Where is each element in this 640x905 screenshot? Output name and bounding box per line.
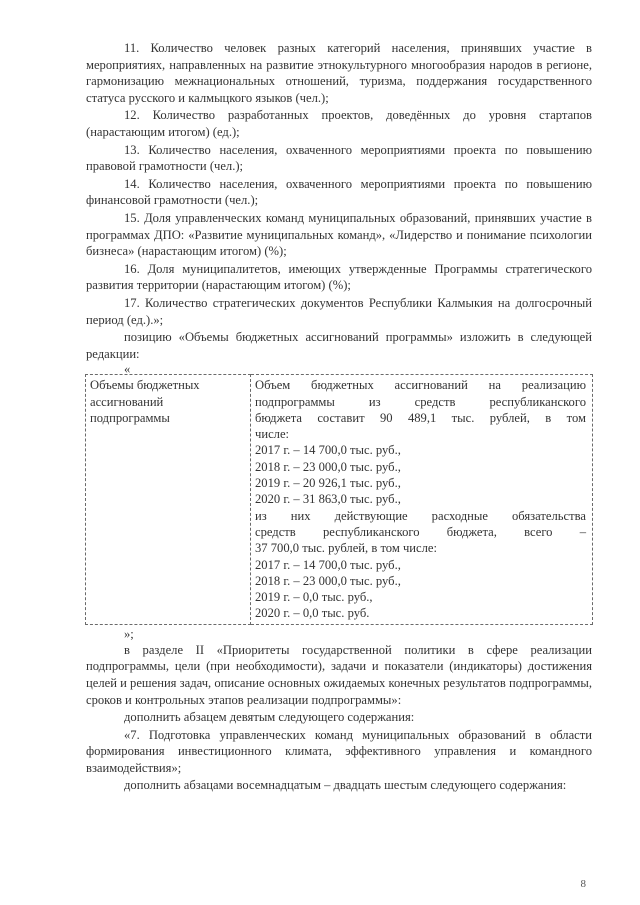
paragraph-item-16: 16. Доля муниципалитетов, имеющих утвержденные Программы стратегического развития территории (нарастающим итогом) (%); xyxy=(86,261,592,293)
budget-line: числе: xyxy=(255,427,290,442)
budget-line: 2020 г. – 0,0 тыс. руб. xyxy=(255,606,370,621)
budget-label-cell: Объемы бюджетных ассигнований подпрограммы xyxy=(86,375,251,624)
budget-line: 2019 г. – 20 926,1 тыс. руб., xyxy=(255,476,401,491)
quote-open-mark: « xyxy=(124,362,131,377)
paragraph-item-7-quote: «7. Подготовка управленческих команд муниципальных образований в области формирования инвестиционного климата, эффективного управления и командного взаимодействия»; xyxy=(86,727,592,775)
budget-line: бюджета составит 90 489,1 тыс. рублей, в том xyxy=(255,410,586,425)
paragraph-item-12: 12. Количество разработанных проектов, доведённых до уровня стартапов (нарастающим итогом) (ед.); xyxy=(86,108,592,139)
budget-value-cell xyxy=(251,375,593,624)
budget-line: из них действующие расходные обязательства xyxy=(255,508,586,523)
paragraph-add-ninth: дополнить абзацем девятым следующего содержания: xyxy=(124,710,415,725)
paragraph-item-14: 14. Количество населения, охваченного мероприятиями проекта по повышению финансовой грамотности (чел.); xyxy=(86,176,592,208)
paragraph-add-18-26: дополнить абзацами восемнадцатым – двадцать шестым следующего содержания: xyxy=(124,778,567,793)
budget-line: средств республиканского бюджета, всего – xyxy=(255,524,586,539)
budget-table xyxy=(85,374,593,624)
paragraph-item-17: 17. Количество стратегических документов Республики Калмыкия на долгосрочный период (ед.).»; xyxy=(86,295,592,327)
paragraph-section-ii: в разделе II «Приоритеты государственной политики в сфере реализации подпрограммы, цели (при необходимости), задачи и показатели (индикаторы) достижения целей и решения задач, описание основных ожидаемых конечных результатов подпрограммы, сроков и контрольных этапов реализации подпрограммы»: xyxy=(86,642,592,707)
budget-line: 2018 г. – 23 000,0 тыс. руб., xyxy=(255,573,401,588)
quote-close-mark: »; xyxy=(124,626,134,641)
document-body xyxy=(86,40,592,794)
budget-line: 37 700,0 тыс. рублей, в том числе: xyxy=(255,541,437,556)
page-number: 8 xyxy=(580,878,586,890)
paragraph-item-15: 15. Доля управленческих команд муниципальных образований, принявших участие в программах ДПО: «Развитие муниципальных команд», «Лидерство и понимание психологии бизнеса» (нарастающим итогом) (%); xyxy=(86,210,592,259)
paragraph-position-intro: позицию «Объемы бюджетных ассигнований программы» изложить в следующей редакции: xyxy=(86,330,592,361)
budget-line: Объем бюджетных ассигнований на реализацию xyxy=(255,378,586,393)
budget-line: 2019 г. – 0,0 тыс. руб., xyxy=(255,590,373,605)
budget-line: подпрограммы из средств республиканского xyxy=(255,394,586,409)
paragraph-item-11: 11. Количество человек разных категорий населения, принявших участие в мероприятиях, направленных на развитие этнокультурного многообразия народов в регионе, гармонизацию межнациональных отношений, туризма, поддержания государственного статуса русского и калмыцкого языков (чел.); xyxy=(86,41,592,105)
budget-line: 2017 г. – 14 700,0 тыс. руб., xyxy=(255,557,401,572)
budget-line: 2020 г. – 31 863,0 тыс. руб., xyxy=(255,492,401,507)
budget-line: 2017 г. – 14 700,0 тыс. руб., xyxy=(255,443,401,458)
table-row xyxy=(86,375,593,624)
paragraph-item-13: 13. Количество населения, охваченного мероприятиями проекта по повышению правовой грамотности (чел.); xyxy=(86,142,592,174)
budget-line: 2018 г. – 23 000,0 тыс. руб., xyxy=(255,459,401,474)
